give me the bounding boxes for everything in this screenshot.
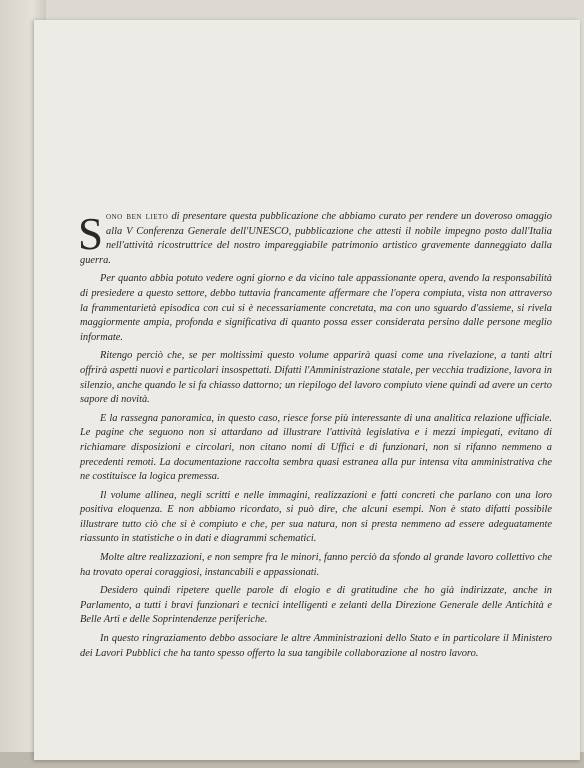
paragraph-7: Desidero quindi ripetere quelle parole di elogio e di gratitudine che ho già indirizzate, anche in Parlamento, a tutti i bravi funzionari e tecnici intelligenti e zelanti della Direzione Generale delle Antichità e Belle Arti e delle Soprintendenze periferiche. [80,585,552,626]
paragraph-5: Il volume allinea, negli scritti e nelle immagini, realizzazioni e fatti concreti che parlano con una loro positiva eloquenza. E non abbiamo ricordato, si può dire, che alcuni esempi. Non è stato difatti possibile illustrare tutto ciò che si è compiuto e che, per sua natura, non si presta nemmeno ad essere adeguatamente riassunto in statistiche o in dati e diagrammi schematici. [80,489,552,545]
opening-words: ono ben lieto [106,211,169,222]
drop-cap: S [78,209,104,259]
paragraph-3: Ritengo perciò che, se per moltissimi questo volume apparirà quasi come una rivelazione, a tanti altri offrirà aspetti nuovi e particolari insospettati. Difatti l'Amministrazione statale, per vecchia tradizione, lavora in silenzio, anche quando le si fa chiasso dattorno; un riepilogo del lavoro compiuto viene quindi ad avere un certo sapore di novità. [80,350,552,406]
paragraph-6: Molte altre realizzazioni, e non sempre fra le minori, fanno perciò da sfondo al grande lavoro collettivo che ha trovato operai coraggiosi, instancabili e appassionati. [80,552,552,578]
body-text [80,210,552,665]
paragraph-1-text: di presentare questa pubblicazione che abbiamo curato per rendere un doveroso omaggio alla V Conferenza Generale dell'UNESCO, pubblicazione che attesti il nobile impegno posto dall'Italia nell'attività ricostruttrice del nostro impareggiabile patrimonio artistico gravemente danneggiato dalla guerra. [80,211,552,266]
document-page [34,20,580,760]
paragraph-8: In questo ringraziamento debbo associare le altre Amministrazioni dello Stato e in particolare il Ministero dei Lavori Pubblici che ha tanto spesso offerto la sua tangibile collaborazione al nostro lavoro. [80,633,552,659]
paragraph-2: Per quanto abbia potuto vedere ogni giorno e da vicino tale appassionante opera, avendo la responsabilità di presiedere a questo settore, debbo tuttavia francamente affermare che l'opera compiuta, vista non attraverso la frammentarietà episodica con cui si è necessariamente concretata, ma con uno sguardo d'assieme, si rivela maggiormente ampia, profonda e significativa di quanto possa esser considerata persino dalle persone meglio informate. [80,273,552,343]
paragraph-4: E la rassegna panoramica, in questo caso, riesce forse più interessante di una analitica relazione ufficiale. Le pagine che seguono non si attardano ad illustrare l'attività legislativa e i mezzi impiegati, evitano di richiamare disposizioni e circolari, non citano nomi di Uffici e di funzionari, non si rifanno nemmeno a precedenti remoti. La documentazione raccolta sembra quasi estranea alla pur intensa vita amministrativa che ne costituisce la logica premessa. [80,412,552,483]
paragraph-1 [80,210,552,268]
